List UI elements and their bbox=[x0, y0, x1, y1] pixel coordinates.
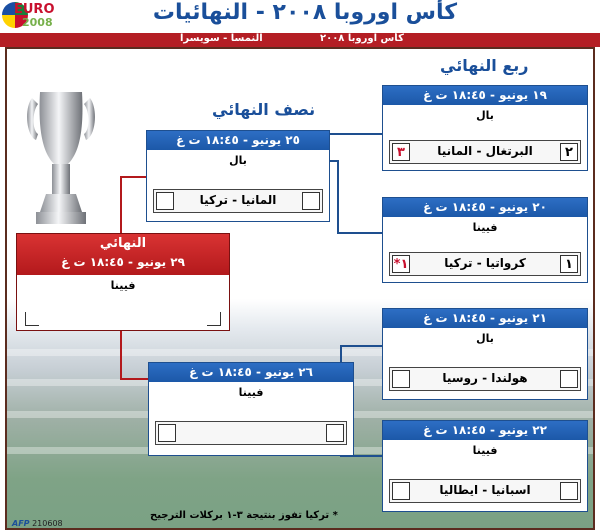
agency-logo: AFP bbox=[12, 519, 30, 528]
match-venue: بال bbox=[229, 154, 247, 167]
match-date: ٢١ يونيو - ١٨:٤٥ ت غ bbox=[383, 309, 587, 328]
final-match bbox=[16, 233, 230, 331]
trophy-icon bbox=[22, 88, 100, 240]
euro-2008-logo bbox=[2, 2, 62, 32]
score-box bbox=[302, 192, 320, 210]
match-teams: المانيا - تركيا bbox=[199, 193, 277, 207]
connector-line bbox=[337, 162, 339, 234]
match-venue: فيينا bbox=[472, 221, 498, 234]
match-venue: بال bbox=[476, 109, 494, 122]
score-box bbox=[326, 424, 344, 442]
match-date: ٢٦ يونيو - ١٨:٤٥ ت غ bbox=[149, 363, 353, 382]
footnote: * تركيا تفوز بنتيجة ٣-١ بركلات الترجيح bbox=[150, 510, 338, 521]
connector-line bbox=[340, 345, 382, 347]
match-teams: البرتغال - المانيا bbox=[437, 144, 533, 158]
connector-line bbox=[330, 160, 339, 162]
logo-text: EURO bbox=[14, 2, 55, 17]
quarterfinal-match-4 bbox=[382, 420, 588, 512]
semifinal-match-2 bbox=[148, 362, 354, 456]
score-box bbox=[156, 192, 174, 210]
final-connector bbox=[120, 378, 148, 380]
graphic-id: 210608 bbox=[32, 519, 63, 528]
match-teams: هولندا - روسيا bbox=[442, 371, 528, 385]
final-connector bbox=[120, 176, 122, 233]
host-countries: النمسا - سويسرا bbox=[180, 33, 263, 44]
score-box: *١ bbox=[393, 257, 409, 272]
score-box: ٣ bbox=[392, 143, 410, 161]
match-result-row bbox=[155, 421, 347, 445]
match-teams: كرواتيا - تركيا bbox=[444, 256, 526, 270]
match-teams: اسبانيا - ايطاليا bbox=[439, 483, 531, 497]
logo-year: 2008 bbox=[22, 16, 53, 29]
score-box bbox=[207, 312, 221, 326]
match-date: ٢٢ يونيو - ١٨:٤٥ ت غ bbox=[383, 421, 587, 440]
match-result-row bbox=[389, 140, 581, 164]
final-label: النهائي bbox=[99, 236, 147, 251]
semifinal-heading: نصف النهائي bbox=[212, 100, 316, 119]
match-result-row bbox=[153, 189, 323, 213]
final-venue: فيينا bbox=[110, 279, 136, 292]
match-date: ١٩ يونيو - ١٨:٤٥ ت غ bbox=[383, 86, 587, 105]
final-date: ٢٩ يونيو - ١٨:٤٥ ت غ bbox=[61, 255, 185, 269]
score-box bbox=[560, 482, 578, 500]
quarterfinal-match-3 bbox=[382, 308, 588, 400]
final-header bbox=[17, 234, 229, 275]
match-result-row bbox=[389, 252, 581, 276]
header bbox=[0, 0, 600, 33]
connector-line bbox=[337, 232, 382, 234]
match-date: ٢٠ يونيو - ١٨:٤٥ ت غ bbox=[383, 198, 587, 217]
match-result-row bbox=[389, 479, 581, 503]
score-box bbox=[25, 312, 39, 326]
score-box: ١ bbox=[560, 255, 578, 273]
score-box bbox=[158, 424, 176, 442]
score-box bbox=[392, 370, 410, 388]
credit bbox=[12, 519, 63, 528]
match-date: ٢٥ يونيو - ١٨:٤٥ ت غ bbox=[147, 131, 329, 150]
quarterfinal-heading: ربع النهائي bbox=[440, 56, 529, 75]
match-result-row bbox=[389, 367, 581, 391]
quarterfinal-match-2 bbox=[382, 197, 588, 283]
subtitle-bar bbox=[0, 33, 600, 47]
score-box bbox=[560, 370, 578, 388]
final-connector bbox=[120, 176, 146, 178]
match-venue: فيينا bbox=[472, 444, 498, 457]
page-title: كأس اوروبا ٢٠٠٨ - النهائيات bbox=[152, 0, 458, 25]
match-venue: بال bbox=[476, 332, 494, 345]
semifinal-match-1 bbox=[146, 130, 330, 222]
score-box bbox=[392, 482, 410, 500]
score-box: ٢ bbox=[560, 143, 578, 161]
quarterfinal-match-1 bbox=[382, 85, 588, 171]
match-venue: فيينا bbox=[238, 386, 264, 399]
final-connector bbox=[120, 331, 122, 379]
connector-line bbox=[330, 133, 382, 135]
subtitle-tournament: كأس اوروبا ٢٠٠٨ bbox=[320, 33, 404, 44]
